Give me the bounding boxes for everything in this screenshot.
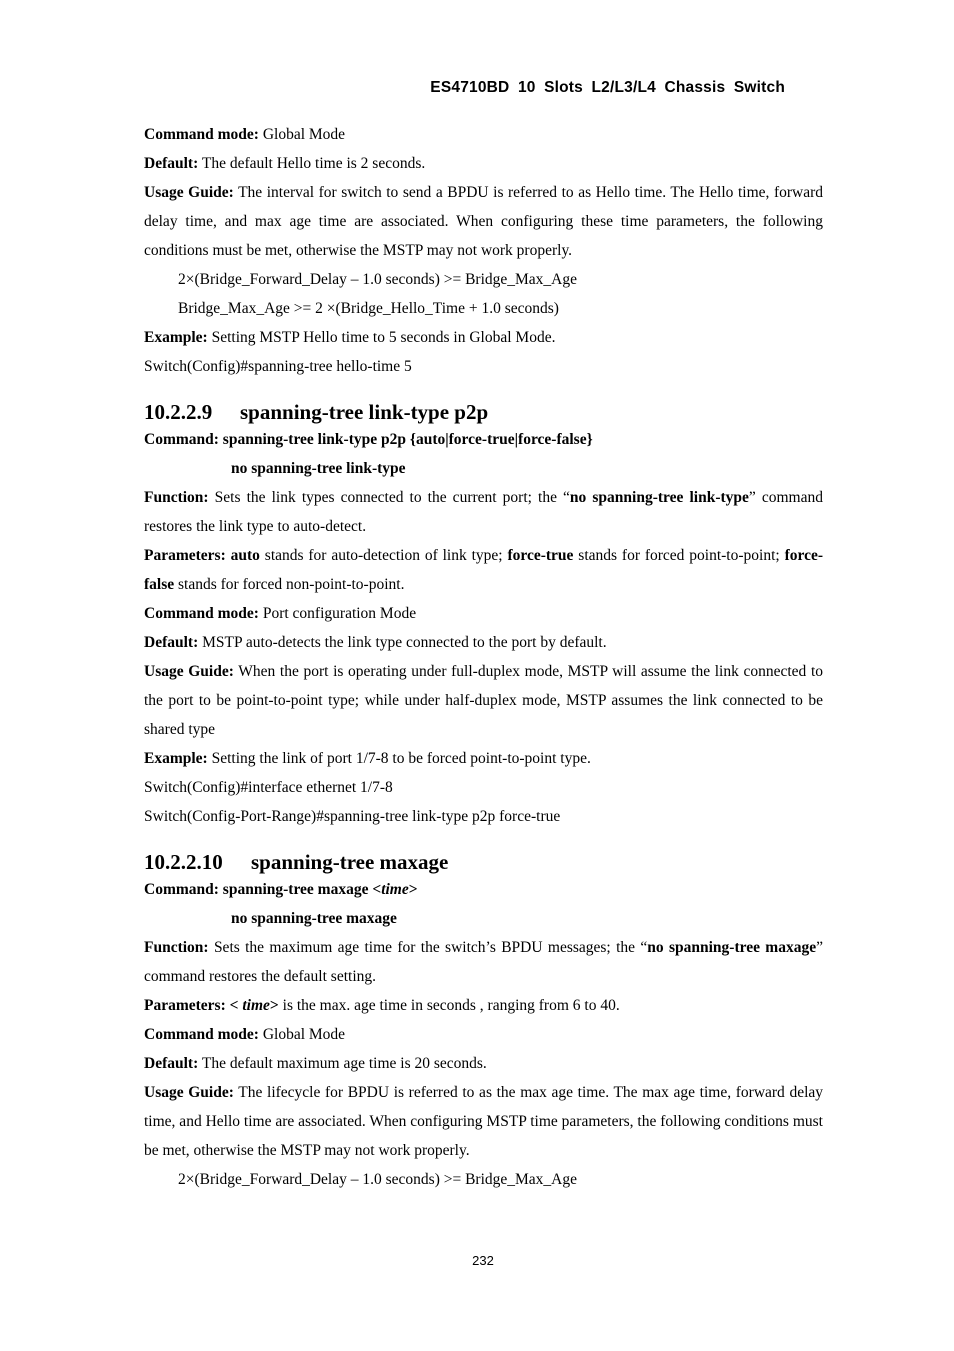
- value: The interval for switch to send a BPDU is referred to as Hello time. The Hello time, forward delay time, and max age time are associated. When configuring these time parameters, the following conditions must be met, otherwise the MSTP may not work properly.: [144, 184, 824, 259]
- value: Global Mode: [258, 126, 346, 143]
- label: Example:: [144, 750, 208, 767]
- command-syntax: spanning-tree link-type p2p {auto|force-true|force-false}: [218, 431, 593, 448]
- label: Command mode:: [144, 1026, 259, 1043]
- command-syntax: >: [408, 881, 418, 898]
- label: Default:: [144, 634, 199, 651]
- example-command: Switch(Config)#spanning-tree hello-time 5: [144, 358, 412, 375]
- text: stands for auto-detection of link type;: [259, 547, 508, 564]
- label: Default:: [144, 155, 199, 172]
- label: Usage Guide:: [144, 663, 234, 680]
- example-command: Switch(Config)#interface ethernet 1/7-8: [144, 779, 393, 796]
- value: Global Mode: [258, 1026, 346, 1043]
- text: stands for forced non-point-to-point.: [174, 576, 405, 593]
- command-line: [144, 875, 823, 904]
- value: The default maximum age time is 20 seconds.: [198, 1055, 487, 1072]
- text: <: [225, 997, 243, 1014]
- inline-command: no spanning-tree link-type: [569, 489, 749, 506]
- label: Function:: [144, 939, 209, 956]
- text: Sets the link types connected to the current port; the “: [208, 489, 570, 506]
- value: When the port is operating under full-duplex mode, MSTP will assume the link connected to the port to be point-to-point type; while under half-duplex mode, MSTP assumes the link connected to be shared type: [144, 663, 823, 738]
- text: ” command restores the default setting.: [144, 939, 823, 985]
- label: Default:: [144, 1055, 199, 1072]
- no-command-line: [144, 904, 823, 933]
- function-paragraph: [144, 483, 823, 541]
- no-command-syntax: no spanning-tree maxage: [231, 910, 397, 927]
- value: The default Hello time is 2 seconds.: [198, 155, 426, 172]
- section-heading-10-2-2-10: [144, 831, 823, 875]
- param-arg: time: [242, 997, 270, 1014]
- label: Function:: [144, 489, 209, 506]
- command-line: [144, 425, 823, 454]
- parameters-line: [144, 991, 823, 1020]
- value: MSTP auto-detects the link type connected to the port by default.: [198, 634, 607, 651]
- param-keyword: auto: [225, 547, 260, 564]
- label: Example:: [144, 329, 208, 346]
- param-keyword: force-false: [144, 547, 823, 593]
- page-content: [144, 120, 823, 1194]
- usage-guide-paragraph: [144, 178, 823, 265]
- label: Usage Guide:: [144, 1084, 234, 1101]
- inline-command: no spanning-tree maxage: [647, 939, 817, 956]
- text: is the max. age time in seconds , ranging from 6 to 40.: [278, 997, 620, 1014]
- command-syntax: spanning-tree maxage <: [218, 881, 382, 898]
- value: Setting MSTP Hello time to 5 seconds in Global Mode.: [207, 329, 556, 346]
- command-arg: time: [381, 881, 409, 898]
- function-paragraph: [144, 933, 823, 991]
- text: ” command restores the link type to auto-detect.: [144, 489, 823, 535]
- formula-line: 2×(Bridge_Forward_Delay – 1.0 seconds) >= Bridge_Max_Age: [178, 271, 578, 288]
- text: >: [269, 997, 279, 1014]
- value: Setting the link of port 1/7-8 to be forced point-to-point type.: [207, 750, 591, 767]
- label: Usage Guide:: [144, 184, 234, 201]
- parameters-paragraph: [144, 541, 823, 599]
- default-line: [144, 1049, 823, 1078]
- example-line: [144, 744, 823, 773]
- command-mode-line: [144, 599, 823, 628]
- label: Parameters:: [144, 997, 226, 1014]
- command-mode-line: [144, 1020, 823, 1049]
- param-keyword: force-true: [507, 547, 574, 564]
- default-line: [144, 149, 823, 178]
- no-command-line: [144, 454, 823, 483]
- label: Parameters:: [144, 547, 226, 564]
- label: Command mode:: [144, 605, 259, 622]
- section-heading-10-2-2-9: [144, 381, 823, 425]
- usage-guide-paragraph: [144, 1078, 823, 1165]
- label: Command:: [144, 431, 219, 448]
- usage-guide-paragraph: [144, 657, 823, 744]
- example-command: Switch(Config-Port-Range)#spanning-tree link-type p2p force-true: [144, 808, 561, 825]
- section-number: 10.2.2.9: [144, 400, 213, 424]
- section-title: spanning-tree maxage: [251, 850, 449, 874]
- example-line: [144, 323, 823, 352]
- page-number: 232: [472, 1253, 494, 1268]
- section-title: spanning-tree link-type p2p: [240, 400, 489, 424]
- value: The lifecycle for BPDU is referred to as the max age time. The max age time, forward delay time, and Hello time are associated. When configuring MSTP time parameters, the following conditions must be met, otherwise the MSTP may not work properly.: [144, 1084, 824, 1159]
- command-mode-line: [144, 120, 823, 149]
- label: Command mode:: [144, 126, 259, 143]
- page-header: ES4710BD 10 Slots L2/L3/L4 Chassis Switch: [430, 79, 785, 96]
- section-number: 10.2.2.10: [144, 850, 223, 874]
- default-line: [144, 628, 823, 657]
- formula-line: 2×(Bridge_Forward_Delay – 1.0 seconds) >= Bridge_Max_Age: [178, 1171, 578, 1188]
- formula-line: Bridge_Max_Age >= 2 ×(Bridge_Hello_Time + 1.0 seconds): [178, 300, 559, 317]
- label: Command:: [144, 881, 219, 898]
- value: Port configuration Mode: [258, 605, 417, 622]
- no-command-syntax: no spanning-tree link-type: [231, 460, 406, 477]
- text: Sets the maximum age time for the switch’s BPDU messages; the “: [208, 939, 648, 956]
- text: stands for forced point-to-point;: [573, 547, 785, 564]
